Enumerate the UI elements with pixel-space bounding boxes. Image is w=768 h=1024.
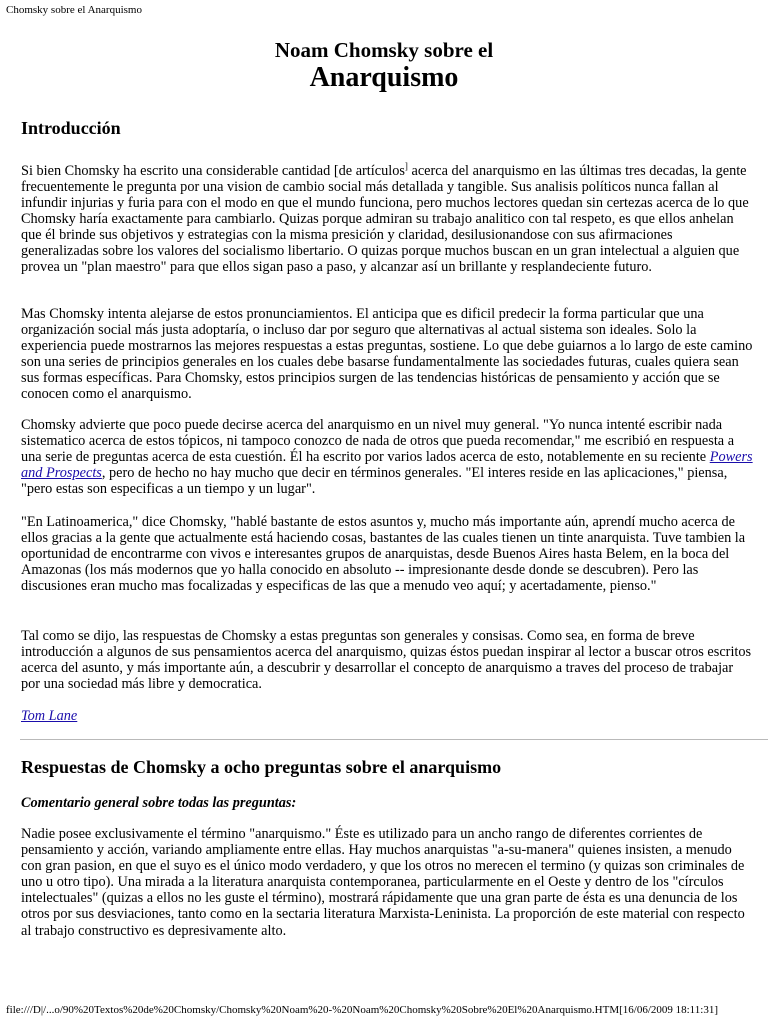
intro-paragraph-5: Tal como se dijo, las respuestas de Chomsky a estas preguntas son generales y consisas. Como sea, en forma de breve introducción a algunos de sus pensamientos acerca del anarquismo, quizas éstos puedan inspirar al lector a buscar otros escritos acerca del asunto, y más importante aún, a descubrir y desarrollar el concepto de anarquismo a traves del proceso de trabajar por una sociedad más libre y democratica. (21, 628, 752, 693)
powers-and-prospects-link[interactable]: Powers and Prospects (21, 449, 753, 482)
answers-subheading: Comentario general sobre todas las preguntas: (21, 795, 297, 811)
intro-paragraph-3-start: Chomsky advierte que poco puede decirse acerca del anarquismo en un nivel muy general. "Yo nunca intenté escribir nada sistematico acerca de estos tópicos, ni tampoco conozco de nada de otros que pueda recomendar," me escribió en respuesta a una serie de preguntas acerca de esta cuestión. Él ha escrito por varios lados acerca de esto, notablemente en su reciente (21, 417, 735, 466)
section-divider (20, 739, 768, 740)
intro-heading: Introducción (21, 118, 121, 138)
footnote-marker[interactable]: ] (404, 161, 408, 171)
answers-heading: Respuestas de Chomsky a ocho preguntas sobre el anarquismo (21, 757, 502, 777)
intro-paragraph-4: "En Latinoamerica," dice Chomsky, "hablé bastante de estos asuntos y, mucho más importante aún, aprendí mucho acerca de ellos gracias a la gente que actualmente está haciendo cosas, bastantes de las cuales tienen un tinte anarquista. Tuve tambien la oportunidad de encontrarme con vivos e interesantes grupos de anarquistas, desde Buenos Aires hasta Belem, en la boca del Amazonas (los más modernos que yo halla conocido en absoluto -- impresionante desde donde se descubren). Pero las discusiones eran mucho mas focalizadas y especificas de las que a menudo veo aquí; y acertadamente, pienso." (21, 514, 746, 595)
intro-paragraph-3-rest: , pero de hecho no hay mucho que decir en términos generales. "El interes reside en las aplicaciones," piensa, "pero estas son especificas a un tiempo y un lugar". (21, 465, 728, 498)
intro-paragraph-1-rest: acerca del anarquismo en las últimas tres decadas, la gente frecuentemente le pregunta por una vision de cambio social más detallada y tangible. Sus analisis políticos nunca fallan al infundir injurias y furia para con el modo en que el mundo funciona, pero muchos lectores quedan sin certezas acerca de lo que Chomsky haría exactamente para cambiarlo. Quizas porque admiran su trabajo analitico con tal respeto, es que ellos anhelan que él brinde sus objetivos y estrategias con la misma presición y claridad, desilusionandose con sus afirmaciones generalizadas sobre los valores del socialismo libertario. O quizas porque muchos buscan en un gran intelectual a alguien que provea un "plan maestro" para que ellos sigan paso a paso, y alcanzar así un brillante y resplandeciente futuro. (21, 162, 749, 276)
intro-paragraph-3 (21, 417, 753, 497)
intro-paragraph-1-start: Si bien Chomsky ha escrito una considerable cantidad [de artículos (21, 162, 405, 179)
author-paragraph (21, 708, 753, 724)
page-title-line-1: Noam Chomsky sobre el (274, 38, 494, 62)
tom-lane-link[interactable]: Tom Lane (21, 708, 78, 724)
footer-file-url: file:///D|/...o/90%20Textos%20de%20Chomsky/Chomsky%20Noam%20-%20Noam%20Chomsky%20Sobre%20El%20Anarquismo.HTM[16/06/2009 18:11:31] (6, 1004, 718, 1016)
page-title-line-2: Anarquismo (309, 62, 459, 93)
intro-paragraph-1 (21, 158, 753, 275)
intro-paragraph-2: Mas Chomsky intenta alejarse de estos pronunciamientos. El anticipa que es dificil predecir la forma particular que una organización social más justa adoptaría, o incluso dar por seguro que alternativas al actual sistema son ideales. Solo la experiencia puede mostrarnos las mejores respuestas a estas preguntas, sostiene. Lo que debe guiarnos a lo largo de este camino son una series de principios generales en los cuales debe basarse fundamentalmente las sociedades futuras, cuales quiera sean sus formas específicas. Para Chomsky, estos principios surgen de las tendencias históricas de pensamiento y acción que se conocen como el anarquismo. (21, 306, 753, 403)
page-header-label: Chomsky sobre el Anarquismo (6, 4, 142, 16)
answers-paragraph-1: Nadie posee exclusivamente el término "anarquismo." Éste es utilizado para un ancho rango de diferentes corrientes de pensamiento y acción, variando ampliamente entre ellas. Hay muchos anarquistas "a-su-manera" quienes insisten, a menudo con gran pasion, en que el suyo es el único modo verdadero, y que los otros no merecen el termino (y quizas son criminales de uno u otro tipo). Una mirada a la literatura anarquista contemporanea, particularmente en el Oeste y dentro de los "círculos intelectuales" (quizas a ellos no les guste el término), mostrará rápidamente que una gran parte de ésta es una denuncia de los otros por sus desviaciones, tanto como en la sectaria literatura Marxista-Leninista. La proporción de este material con respecto al trabajo constructivo es depresivamente alto. (21, 826, 745, 939)
